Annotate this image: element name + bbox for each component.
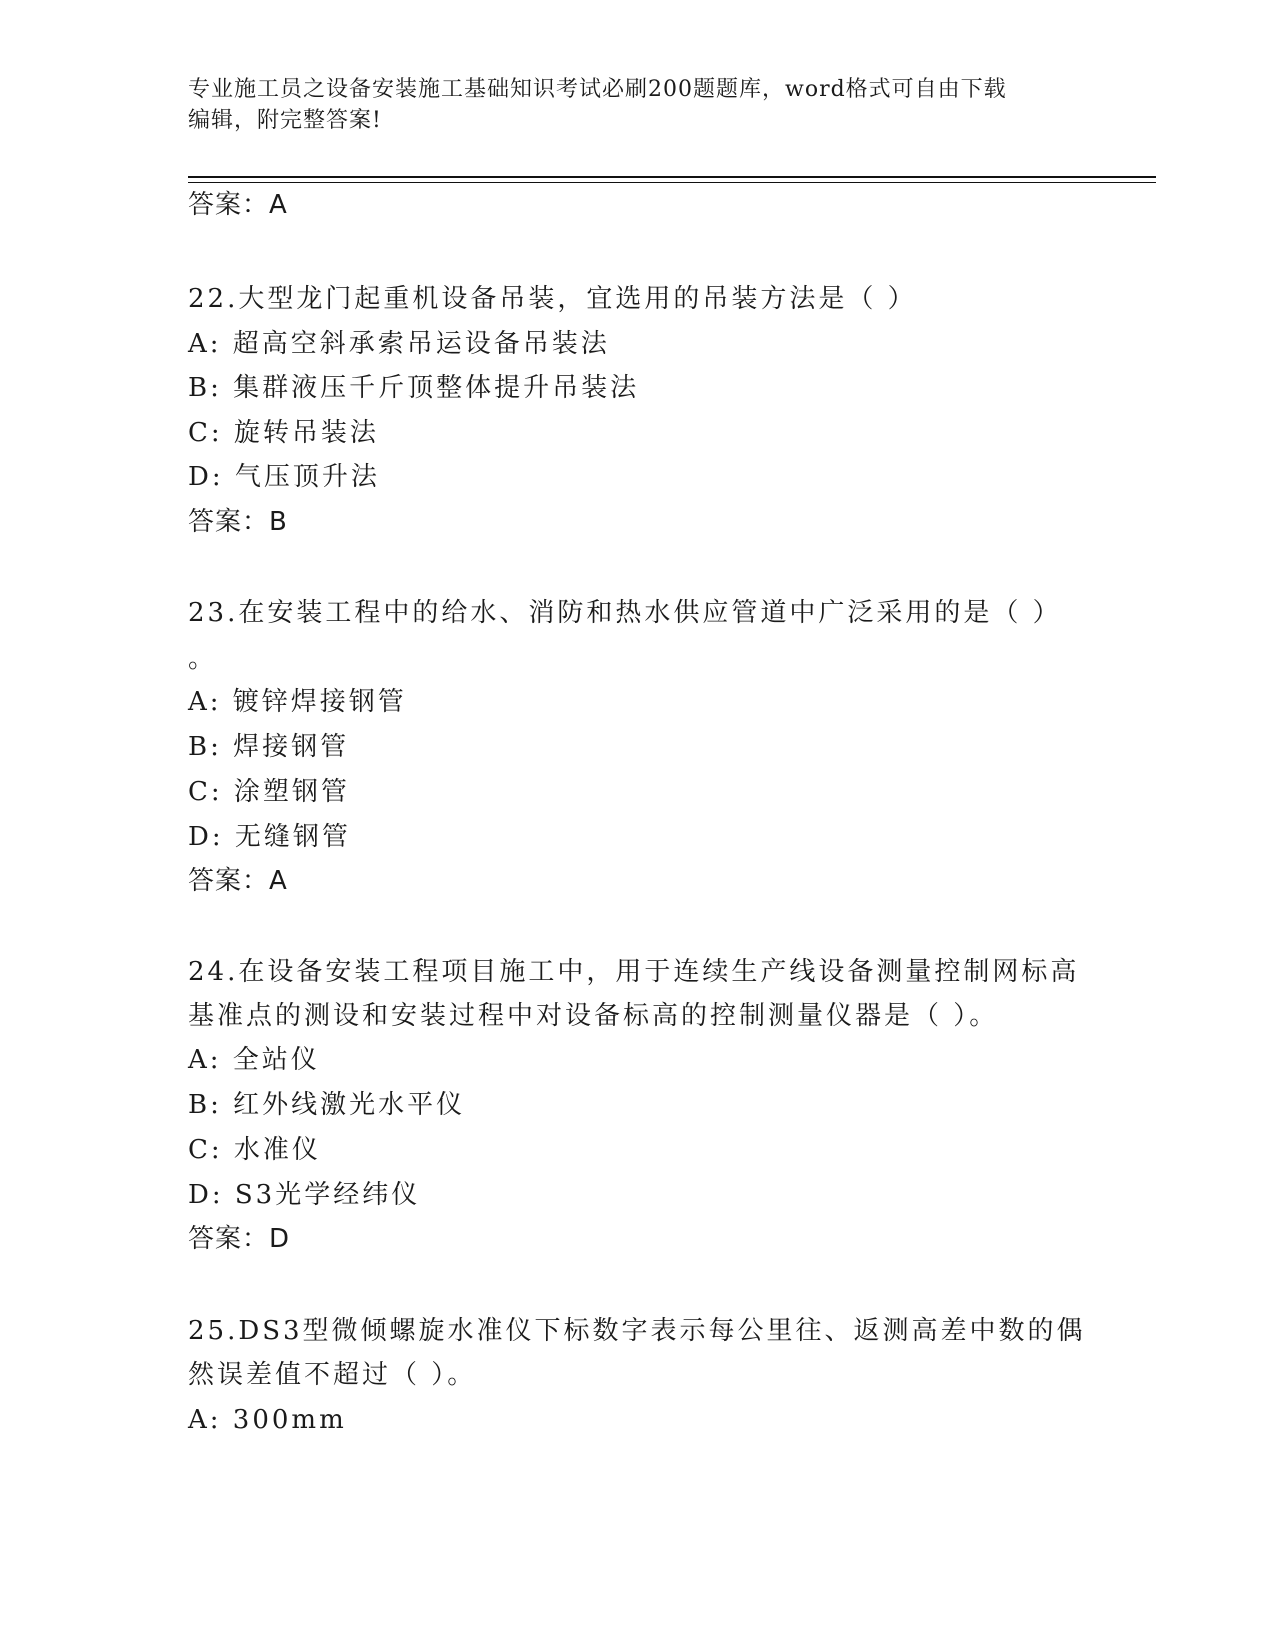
answer-22: 答案：B [188, 507, 288, 537]
question-23-stem: 23.在安装工程中的给水、消防和热水供应管道中广泛采用的是（ ） [188, 598, 1062, 628]
answer-21: 答案：A [188, 190, 288, 220]
question-24-stem: 24.在设备安装工程项目施工中，用于连续生产线设备测量控制网标高 [188, 957, 1080, 987]
question-25-option-a: A: 300mm [188, 1405, 347, 1435]
question-24-stem-cont: 基准点的测设和安装过程中对设备标高的控制测量仪器是（ ）。 [188, 1001, 999, 1031]
question-22-option-d: D: 气压顶升法 [188, 462, 380, 492]
answer-24: 答案：D [188, 1224, 291, 1254]
header-rule-thick [188, 176, 1156, 178]
header-rule-thin [188, 182, 1156, 183]
question-24-option-b: B: 红外线激光水平仪 [188, 1090, 466, 1120]
question-25-stem-cont: 然误差值不超过（ ）。 [188, 1360, 477, 1390]
question-23-stem-cont: 。 [188, 644, 218, 674]
answer-23: 答案：A [188, 866, 288, 896]
question-23-option-c: C: 涂塑钢管 [188, 777, 350, 807]
header-line-1: 专业施工员之设备安装施工基础知识考试必刷200题题库，word格式可自由下载 [188, 77, 1007, 102]
question-22-stem: 22.大型龙门起重机设备吊装，宜选用的吊装方法是（ ） [188, 284, 917, 314]
question-22-option-a: A: 超高空斜承索吊运设备吊装法 [188, 329, 610, 359]
question-23-option-d: D: 无缝钢管 [188, 822, 351, 852]
document-header [188, 74, 1088, 136]
question-22-option-c: C: 旋转吊装法 [188, 418, 379, 448]
question-24-option-c: C: 水准仪 [188, 1135, 321, 1165]
header-line-2: 编辑，附完整答案! [188, 108, 382, 133]
question-23-option-b: B: 焊接钢管 [188, 732, 350, 762]
question-24-option-d: D: S3光学经纬仪 [188, 1180, 421, 1210]
question-25-stem: 25.DS3型微倾螺旋水准仪下标数字表示每公里往、返测高差中数的偶 [188, 1316, 1086, 1346]
question-22-option-b: B: 集群液压千斤顶整体提升吊装法 [188, 373, 640, 403]
question-23-option-a: A: 镀锌焊接钢管 [188, 687, 407, 717]
question-24-option-a: A: 全站仪 [188, 1045, 320, 1075]
